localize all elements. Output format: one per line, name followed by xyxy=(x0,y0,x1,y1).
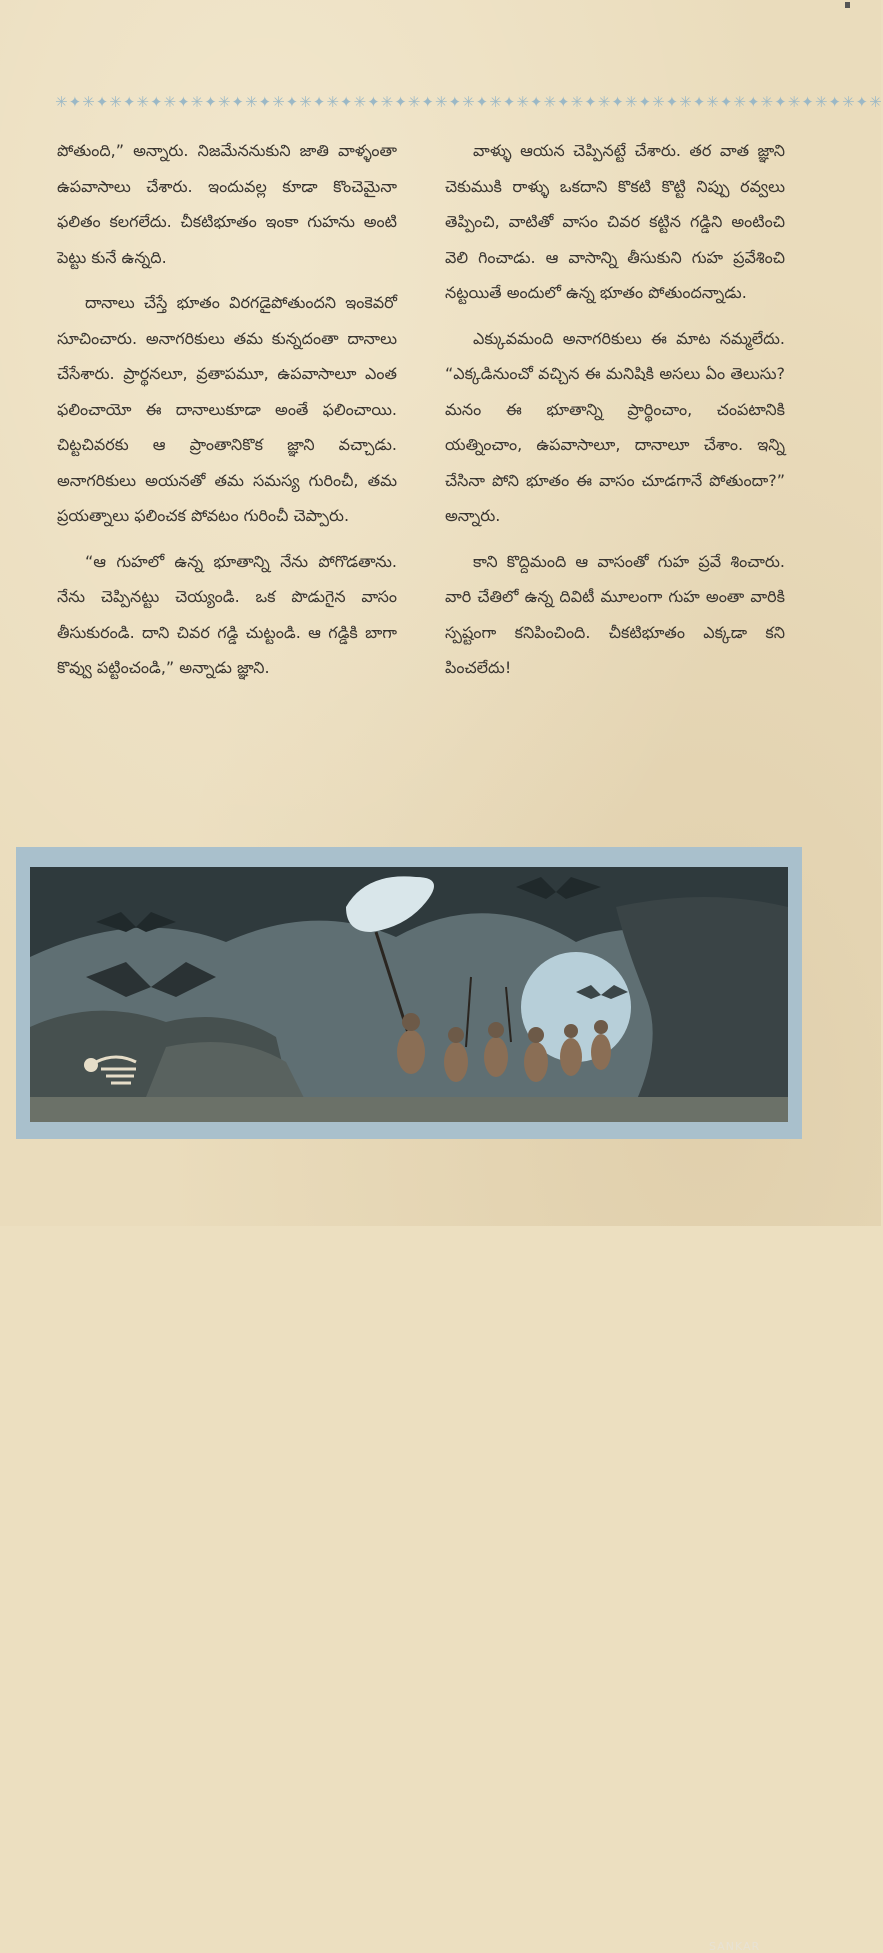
corner-mark xyxy=(845,2,850,8)
right-column xyxy=(445,133,785,696)
cave-illustration xyxy=(16,847,802,1953)
left-paragraph-1: పోతుంది,” అన్నారు. నిజమేననుకుని జాతి వాళ్ళంతా ఉపవాసాలు చేశారు. ఇందువల్ల కూడా కొంచెమైనా ఫలితం కలగలేదు. చీకటిభూతం ఇంకా గుహను అంటి పెట్టు కునే ఉన్నది. xyxy=(57,141,397,267)
left-column xyxy=(57,133,397,696)
right-paragraph-2: ఎక్కువమంది అనాగరికులు ఈ మాట నమ్మలేదు. “ఎక్కడినుంచో వచ్చిన ఈ మనిషికి అసలు ఏం తెలుసు? మనం ఈ భూతాన్ని ప్రార్థించాం, చంపటానికి యత్నించాం, ఉపవాసాలూ, దానాలూ చేశాం. ఇన్ని చేసినా పోని భూతం ఈ వాసం చూడగానే పోతుందా?” అన్నారు. xyxy=(445,328,785,525)
decorative-border: ✳✦✳✦✳✦✳✦✳✦✳✦✳✦✳✦✳✦✳✦✳✦✳✦✳✦✳✦✳✦✳✦✳✦✳✦✳✦✳✦✳✦✳✦✳✦✳✦✳✦✳✦✳✦✳✦✳✦✳✦✳ xyxy=(55,93,883,111)
right-paragraph-3: కాని కొద్దిమంది ఆ వాసంతో గుహ ప్రవే శించారు. వారి చేతిలో ఉన్న దివిటీ మూలంగా గుహ అంతా వారికి స్పష్టంగా కనిపించింది. చీకటిభూతం ఎక్కడా కని పించలేదు! xyxy=(445,551,785,677)
right-paragraph-1: వాళ్ళు ఆయన చెప్పినట్టే చేశారు. తర వాత జ్ఞాని చెకుముకి రాళ్ళు ఒకదాని కొకటి కొట్టి నిప్పు రవ్వలు తెప్పించి, వాటితో వాసం చివర కట్టిన గడ్డిని అంటించి వెలి గించాడు. ఆ వాసాన్ని తీసుకుని గుహ ప్రవేశించి నట్టయితే అందులో ఉన్న భూతం పోతుందన్నాడు. xyxy=(445,141,785,302)
cave-scene xyxy=(16,847,802,1139)
left-paragraph-2: దానాలు చేస్తే భూతం విరగడైపోతుందని ఇంకెవరో సూచించారు. అనాగరికులు తమ కున్నదంతా దానాలు చేసేశారు. ప్రార్థనలూ, వ్రతాపమూ, ఉపవాసాలూ ఎంత ఫలించాయో ఈ దానాలుకూడా అంతే ఫలించాయి. చిట్టచివరకు ఆ ప్రాంతానికొక జ్ఞాని వచ్చాడు. అనాగరికులు అయనతో తమ సమస్య గురించీ, తమ ప్రయత్నాలు ఫలించక పోవటం గురించీ చెప్పారు. xyxy=(57,293,397,525)
artist-signature: SANKAR xyxy=(709,1940,761,1953)
left-paragraph-3: “ఆ గుహలో ఉన్న భూతాన్ని నేను పోగొడతాను. నేను చెప్పినట్టు చెయ్యండి. ఒక పొడుగైన వాసం తీసుకురండి. దాని చివర గడ్డి చుట్టండి. ఆ గడ్డికి బాగా కొవ్వు పట్టించండి,” అన్నాడు జ్ఞాని. xyxy=(57,551,397,677)
